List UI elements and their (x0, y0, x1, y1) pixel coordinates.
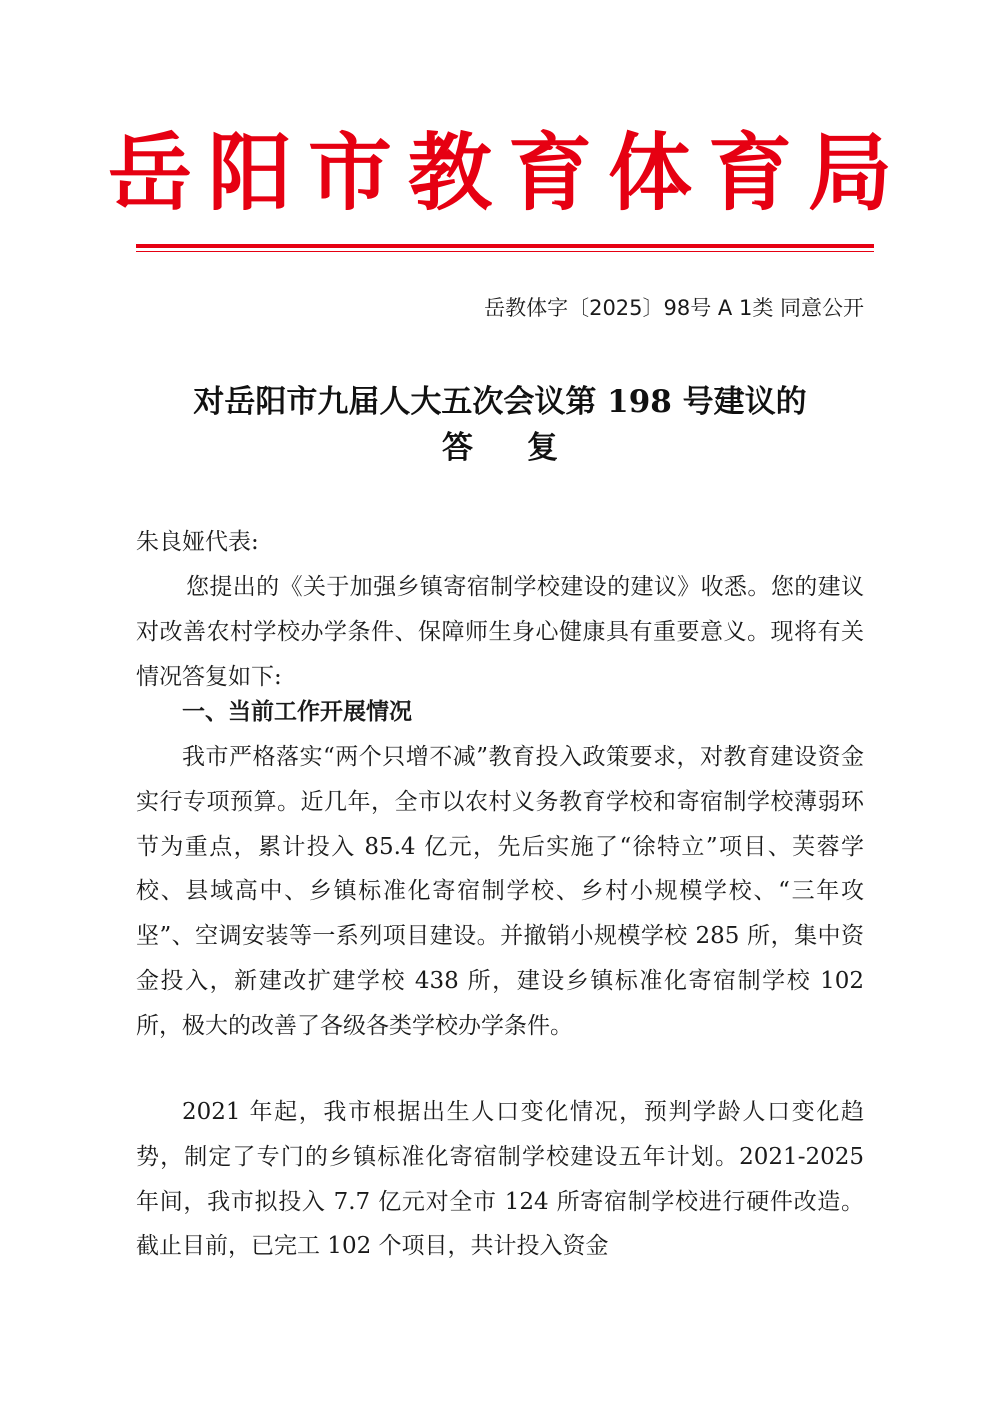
paragraph-current-work: 我市严格落实“两个只增不减”教育投入政策要求，对教育建设资金实行专项预算。近几年，全市以农村义务教育学校和寄宿制学校薄弱环节为重点，累计投入 85.4 亿元，先后实施了“徐特立”项目、芙蓉学校、县域高中、乡镇标准化寄宿制学校、乡村小规模学校、“三年攻坚”、空调安装等一系列项目建设。并撤销小规模学校 285 所，集中资金投入，新建改扩建学校 438 所，建设乡镇标准化寄宿制学校 102 所，极大的改善了各级各类学校办学条件。 (136, 744, 864, 1039)
masthead-divider-thick (136, 244, 874, 248)
section-heading-1: 一、当前工作开展情况 (182, 699, 412, 725)
salutation: 朱良娅代表: (136, 529, 259, 555)
document-title-line2: 答复 (442, 430, 612, 466)
document-title-line1: 对岳阳市九届人大五次会议第 198 号建议的 (193, 384, 807, 420)
paragraph-intro: 您提出的《关于加强乡镇寄宿制学校建设的建议》收悉。您的建议对改善农村学校办学条件、保障师生身心健康具有重要意义。现将有关情况答复如下: (136, 574, 864, 690)
document-number: 岳教体字〔2025〕98号 A 1类 同意公开 (484, 296, 864, 320)
masthead-divider-thin (136, 251, 874, 252)
paragraph-five-year-plan: 2021 年起，我市根据出生人口变化情况，预判学龄人口变化趋势，制定了专门的乡镇标准化寄宿制学校建设五年计划。2021-2025 年间，我市拟投入 7.7 亿元对全市 124 所寄宿制学校进行硬件改造。截止目前，已完工 102 个项目，共计投入资金 (136, 1099, 864, 1260)
agency-masthead: 岳阳市教育体育局 (107, 123, 908, 222)
